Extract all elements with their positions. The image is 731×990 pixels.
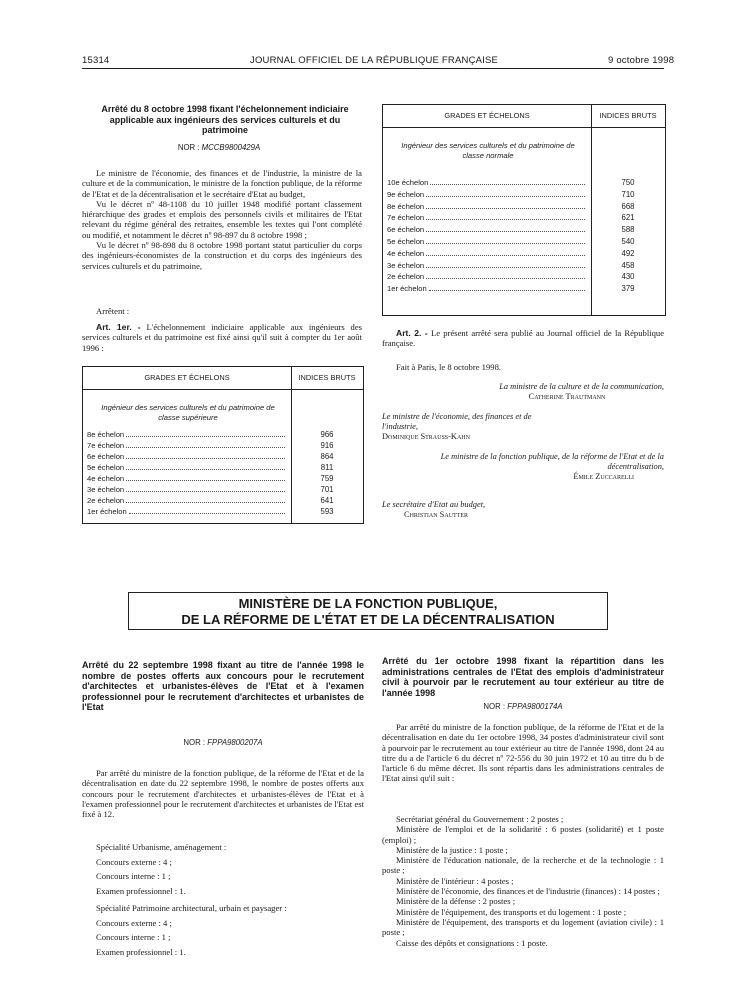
table-row: [87, 440, 287, 451]
nor-code: FPPA9800174A: [507, 702, 563, 711]
specialty-item: Concours externe : 4 ;: [96, 856, 172, 867]
indice-value: 864: [320, 452, 334, 461]
leader-dots: [126, 473, 285, 481]
indice-value: 588: [621, 225, 635, 235]
table-row: [87, 451, 287, 462]
table-row: [387, 248, 587, 259]
indice-value: 430: [621, 272, 635, 282]
arrete1-nor: [82, 143, 356, 152]
leader-dots: [430, 177, 585, 185]
table-row: [87, 429, 287, 440]
indice-value: 750: [621, 178, 635, 187]
specialty-item: Concours externe : 4 ;: [96, 917, 172, 928]
echelon-label: 4e échelon: [387, 248, 425, 258]
table-row: [387, 201, 587, 212]
leader-dots: [426, 248, 585, 256]
arretent: Arrêtent :: [96, 306, 130, 316]
table-header-indices: INDICES BRUTS: [591, 105, 665, 128]
article-label: Art. 2. -: [396, 328, 428, 338]
table-row: [387, 212, 587, 223]
echelon-label: 2e échelon: [87, 496, 125, 505]
table-row: [87, 495, 287, 506]
indice-value: 710: [621, 189, 635, 199]
arrete1-body: [82, 168, 362, 271]
table-row: [87, 473, 287, 484]
table-row: [387, 177, 587, 188]
signature-culture: [450, 382, 664, 402]
leader-dots: [429, 283, 585, 291]
leader-dots: [126, 440, 285, 448]
journal-title: JOURNAL OFFICIEL DE LA RÉPUBLIQUE FRANÇAISE: [250, 55, 499, 66]
list-item: Ministère de l'emploi et de la solidarité : 6 postes (solidarité) et 1 poste (emploi) ;: [382, 824, 664, 845]
echelon-label: 10e échelon: [387, 178, 429, 187]
leader-dots: [126, 462, 285, 470]
arrete2-nor: [82, 738, 364, 747]
table-header-grades: GRADES ET ÉCHELONS: [383, 105, 591, 128]
echelon-label: 2e échelon: [387, 272, 425, 282]
arrete1-title: Arrêté du 8 octobre 1998 fixant l'échelonnement indiciaire applicable aux ingénieurs des services culturels et du patrimoine: [101, 104, 349, 136]
leader-dots: [426, 189, 585, 197]
banner-line-2: DE LA RÉFORME DE L'ÉTAT ET DE LA DÉCENTRALISATION: [181, 612, 555, 627]
list-item: Secrétariat général du Gouvernement : 2 postes ;: [396, 814, 564, 824]
nor-label: NOR :: [483, 702, 506, 711]
nor-label: NOR :: [177, 143, 200, 152]
arrete3-nor: [382, 702, 664, 711]
indice-value: 811: [320, 463, 334, 472]
echelon-label: 4e échelon: [87, 474, 125, 483]
arrete2-body: [82, 768, 364, 819]
echelon-table-superieure: [82, 366, 364, 524]
signature-budget: [382, 500, 582, 520]
indice-value: 668: [621, 201, 635, 211]
echelon-label: 5e échelon: [387, 237, 425, 246]
indice-value: 540: [621, 237, 635, 246]
leader-dots: [126, 484, 285, 492]
signature-name: Émile Zuccarelli: [573, 472, 634, 482]
echelon-label: 6e échelon: [387, 225, 425, 235]
paragraph: Par arrêté du ministre de la fonction publique, de la réforme de l'Etat et de la décentralisation en date du 1er octobre 1998, 34 postes d'administrateur civil sont à pourvoir par le recrutement au tour extérieur au titre de l'année 1998, dont 24 au titre du a de l'article 6 du décret nº 72-556 du 30 juin 1972 et 10 au titre du b de l'article 6 du même décret. Ils sont répartis dans les administrations centrales de l'Etat ainsi qu'il suit :: [382, 722, 664, 784]
table-row: [387, 283, 587, 294]
nor-code: MCCB9800429A: [201, 143, 261, 152]
article-text: L'échelonnement indiciaire applicable aux ingénieurs des services culturels et du patrimoine est fixé ainsi qu'il suit à compter du 1er août 1996 :: [82, 322, 362, 353]
nor-code: FPPA9800207A: [207, 738, 263, 747]
table-row: [387, 189, 587, 200]
indice-value: 916: [320, 441, 334, 450]
echelon-table-normale: [382, 104, 666, 316]
echelon-label: 6e échelon: [87, 452, 125, 461]
list-item: Ministère de la défense : 2 postes ;: [396, 896, 516, 907]
indice-value: 701: [320, 485, 334, 494]
paragraph: Vu le décret nº 48-1108 du 10 juillet 1948 modifié portant classement hiérarchique des grades et emplois des personnels civils et militaires de l'Etat relevant du régime général des retraites, ensemble les textes qui l'ont complété ou modifié, et notamment le décret nº 98-897 du 8 octobre 1998 ;: [82, 198, 362, 240]
table-row: [87, 462, 287, 473]
banner-line-1: MINISTÈRE DE LA FONCTION PUBLIQUE,: [238, 596, 498, 611]
arrete1-arretent: [82, 306, 362, 316]
nor-label: NOR :: [183, 738, 206, 747]
page-number: 15314: [82, 55, 110, 66]
ministry-banner: [128, 592, 608, 630]
leader-dots: [126, 495, 285, 503]
table-subtitle: Ingénieur des services culturels et du patrimoine de classe supérieure: [101, 403, 275, 422]
table-subtitle: Ingénieur des services culturels et du patrimoine de classe normale: [401, 141, 575, 160]
fait-a-paris: [382, 362, 664, 372]
indice-value: 458: [621, 260, 635, 270]
table-row: [387, 224, 587, 235]
echelon-label: 8e échelon: [87, 430, 125, 439]
list-item: Ministère de la justice : 1 poste ;: [396, 844, 508, 855]
fait-text: Fait à Paris, le 8 octobre 1998.: [396, 362, 502, 372]
list-item: Ministère de l'équipement, des transports et du logement : 1 poste ;: [396, 906, 627, 917]
indice-value: 593: [320, 507, 334, 516]
article-label: Art. 1er. -: [96, 322, 141, 332]
leader-dots: [426, 224, 585, 232]
signature-role: Le ministre de la fonction publique, de la réforme de l'Etat et de la décentralisation,: [440, 452, 664, 472]
echelon-label: 3e échelon: [387, 260, 425, 270]
leader-dots: [426, 201, 585, 209]
paragraph: Vu le décret nº 98-898 du 8 octobre 1998 portant statut particulier du corps des ingénieurs-économistes de la construction et du corps des ingénieurs des services culturels et du patrimoine,: [82, 240, 362, 271]
list-item: Caisse des dépôts et consignations : 1 poste.: [396, 937, 548, 948]
signature-name: Catherine Trautmann: [528, 392, 606, 402]
table-header-grades: GRADES ET ÉCHELONS: [83, 367, 291, 390]
table-row: [87, 506, 287, 517]
signature-role: Le ministre de l'économie, des finances et de l'industrie,: [382, 412, 532, 432]
list-item: Ministère de l'économie, des finances et de l'industrie (finances) : 14 postes ;: [396, 886, 660, 897]
signature-economie: [382, 412, 582, 443]
indice-value: 966: [320, 430, 334, 439]
indice-value: 492: [621, 248, 635, 258]
echelon-label: 1er échelon: [87, 507, 127, 516]
issue-date: 9 octobre 1998: [608, 55, 675, 66]
echelon-label: 7e échelon: [387, 213, 425, 223]
leader-dots: [426, 271, 585, 279]
specialty-item: Examen professionnel : 1.: [96, 946, 186, 957]
echelon-label: 3e échelon: [87, 485, 125, 494]
list-item: Ministère de l'équipement, des transports et du logement (aviation civile) : 1 poste ;: [382, 916, 664, 938]
signature-name: Christian Sautter: [404, 510, 468, 520]
signature-name: Dominique Strauss-Kahn: [382, 432, 470, 442]
arrete3-body: [382, 722, 664, 784]
echelon-label: 8e échelon: [387, 201, 425, 211]
indice-value: 379: [621, 284, 635, 294]
arrete3-list: [382, 814, 664, 948]
list-item: Ministère de l'intérieur : 4 postes ;: [396, 875, 514, 886]
table-row: [87, 484, 287, 495]
signature-fonction-publique: [440, 452, 664, 483]
specialty-item: Concours interne : 1 ;: [96, 871, 171, 881]
header-rule: [82, 68, 664, 69]
table-row: [387, 271, 587, 282]
specialty-item: Concours interne : 1 ;: [96, 932, 171, 942]
leader-dots: [426, 236, 585, 244]
arrete1-art2: [382, 328, 664, 349]
indice-value: 641: [320, 496, 334, 505]
specialty-item: Examen professionnel : 1.: [96, 885, 186, 896]
specialty-heading: Spécialité Patrimoine architectural, urbain et paysager :: [96, 903, 287, 913]
echelon-label: 5e échelon: [87, 463, 125, 472]
table-row: [387, 236, 587, 247]
list-item: Ministère de l'éducation nationale, de la recherche et de la technologie : 1 poste ;: [382, 855, 664, 876]
leader-dots: [426, 212, 585, 220]
leader-dots: [126, 429, 285, 437]
echelon-label: 9e échelon: [387, 189, 425, 199]
paragraph: Le ministre de l'économie, des finances et de l'industrie, la ministre de la culture et de la communication, le ministre de la fonction publique, de la réforme de l'Etat et de la décentralisation et le secrétaire d'Etat au budget,: [82, 168, 362, 199]
arrete2-title: Arrêté du 22 septembre 1998 fixant au titre de l'année 1998 le nombre de postes offerts aux concours pour le recrutement d'architectes et urbanistes-élèves de l'Etat et à l'examen professionnel pour le recrutement d'architectes et urbanistes de l'Etat: [82, 660, 364, 713]
indice-value: 621: [621, 213, 635, 223]
table-header-indices: INDICES BRUTS: [291, 367, 363, 390]
paragraph: Par arrêté du ministre de la fonction publique, de la réforme de l'Etat et de la décentralisation en date du 22 septembre 1998, le nombre de postes offerts aux concours pour le recrutement d'architectes et urbanistes-élèves de l'Etat et à l'examen professionnel pour le recrutement d'architectes et urbanistes de l'Etat est fixé à 12.: [82, 768, 364, 820]
arrete1-art1: [82, 322, 362, 353]
leader-dots: [126, 451, 285, 459]
specialty-heading: Spécialité Urbanisme, aménagement :: [96, 842, 227, 852]
echelon-label: 1er échelon: [387, 284, 427, 294]
table-row: [387, 260, 587, 271]
leader-dots: [129, 506, 285, 514]
leader-dots: [426, 260, 585, 268]
indice-value: 759: [320, 474, 334, 483]
article-text: Le présent arrêté sera publié au Journal officiel de la République française.: [382, 328, 665, 349]
arrete2-specialties: [96, 840, 366, 959]
signature-role: Le secrétaire d'Etat au budget,: [382, 500, 486, 509]
signature-role: La ministre de la culture et de la communication,: [499, 382, 664, 391]
arrete3-title: Arrêté du 1er octobre 1998 fixant la répartition dans les administrations centrales de l'Etat des emplois d'administrateur civil à pourvoir par le recrutement au tour extérieur au titre de l'année 1998: [382, 656, 664, 698]
echelon-label: 7e échelon: [87, 441, 125, 450]
